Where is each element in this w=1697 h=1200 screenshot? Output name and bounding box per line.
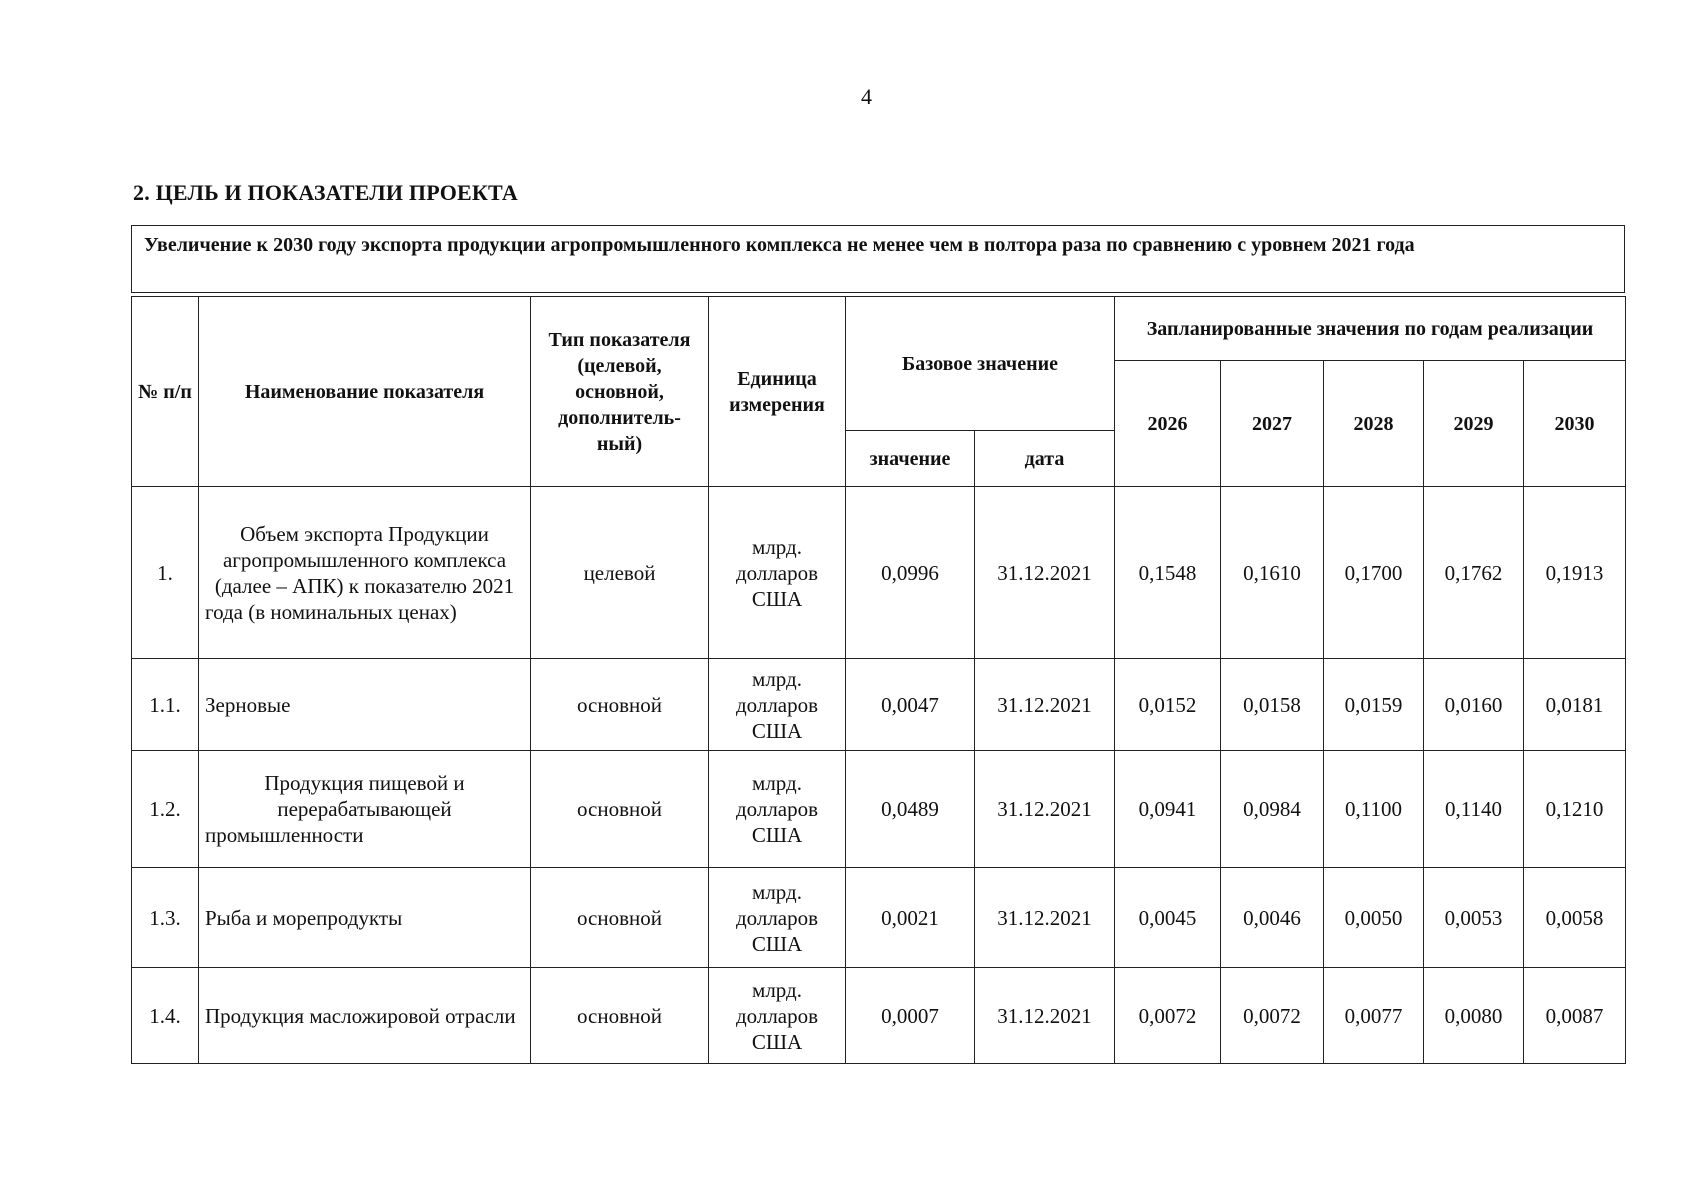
- row-name: Рыба и морепродукты: [199, 868, 531, 968]
- row-value-2029: 0,1140: [1424, 751, 1524, 868]
- row-type: основной: [531, 968, 709, 1064]
- row-value-2029: 0,0053: [1424, 868, 1524, 968]
- indicators-table: [131, 296, 1626, 1064]
- row-name: Зерновые: [199, 659, 531, 751]
- row-type: целевой: [531, 487, 709, 659]
- row-num: 1.4.: [132, 968, 199, 1064]
- row-base-value: 0,0996: [846, 487, 975, 659]
- row-value-2027: 0,0984: [1221, 751, 1324, 868]
- section-title: 2. ЦЕЛЬ И ПОКАЗАТЕЛИ ПРОЕКТА: [133, 180, 518, 205]
- row-value-2029: 0,0160: [1424, 659, 1524, 751]
- row-base-value: 0,0047: [846, 659, 975, 751]
- header-unit: Единица измерения: [709, 297, 846, 487]
- row-base-date: 31.12.2021: [975, 487, 1115, 659]
- table-row: [132, 968, 1626, 1064]
- project-goal: Увеличение к 2030 году экспорта продукции агропромышленного комплекса не менее чем в полтора раза по сравнению с уровнем 2021 года: [131, 225, 1625, 293]
- row-value-2027: 0,0072: [1221, 968, 1324, 1064]
- row-unit: млрд. долларов США: [709, 659, 846, 751]
- row-value-2026: 0,0072: [1115, 968, 1221, 1064]
- row-value-2029: 0,1762: [1424, 487, 1524, 659]
- header-year: 2028: [1324, 361, 1424, 487]
- row-value-2030: 0,1210: [1524, 751, 1626, 868]
- row-unit: млрд. долларов США: [709, 751, 846, 868]
- table-row: [132, 751, 1626, 868]
- row-unit: млрд. долларов США: [709, 968, 846, 1064]
- row-value-2026: 0,1548: [1115, 487, 1221, 659]
- header-name: Наименование показателя: [199, 297, 531, 487]
- row-type: основной: [531, 659, 709, 751]
- row-unit: млрд. долларов США: [709, 868, 846, 968]
- header-year: 2027: [1221, 361, 1324, 487]
- table-row: [132, 868, 1626, 968]
- header-base-date: дата: [975, 431, 1115, 487]
- row-value-2030: 0,1913: [1524, 487, 1626, 659]
- table-header-row: [132, 297, 1626, 361]
- header-base-value: значение: [846, 431, 975, 487]
- row-value-2030: 0,0058: [1524, 868, 1626, 968]
- row-num: 1.2.: [132, 751, 199, 868]
- header-year: 2030: [1524, 361, 1626, 487]
- row-value-2026: 0,0152: [1115, 659, 1221, 751]
- header-year: 2026: [1115, 361, 1221, 487]
- row-value-2027: 0,1610: [1221, 487, 1324, 659]
- row-name: Продукция пищевой и перерабатывающей промышленности: [199, 751, 531, 868]
- row-value-2028: 0,1100: [1324, 751, 1424, 868]
- row-type: основной: [531, 751, 709, 868]
- row-value-2026: 0,0941: [1115, 751, 1221, 868]
- row-value-2028: 0,0050: [1324, 868, 1424, 968]
- row-base-date: 31.12.2021: [975, 659, 1115, 751]
- row-value-2028: 0,0159: [1324, 659, 1424, 751]
- table-row: [132, 487, 1626, 659]
- row-value-2030: 0,0181: [1524, 659, 1626, 751]
- row-type: основной: [531, 868, 709, 968]
- row-num: 1.1.: [132, 659, 199, 751]
- row-value-2027: 0,0158: [1221, 659, 1324, 751]
- row-name: Объем экспорта Продукции агропромышленного комплекса (далее – АПК) к показателю 2021 года (в номинальных ценах): [199, 487, 531, 659]
- row-value-2029: 0,0080: [1424, 968, 1524, 1064]
- header-planned: Запланированные значения по годам реализации: [1115, 297, 1626, 361]
- header-year: 2029: [1424, 361, 1524, 487]
- row-base-date: 31.12.2021: [975, 751, 1115, 868]
- header-type: Тип показателя (целевой, основной, дополнитель-ный): [531, 297, 709, 487]
- row-base-value: 0,0007: [846, 968, 975, 1064]
- row-value-2027: 0,0046: [1221, 868, 1324, 968]
- row-value-2030: 0,0087: [1524, 968, 1626, 1064]
- row-base-date: 31.12.2021: [975, 968, 1115, 1064]
- row-base-date: 31.12.2021: [975, 868, 1115, 968]
- row-num: 1.3.: [132, 868, 199, 968]
- row-name: Продукция масложировой отрасли: [199, 968, 531, 1064]
- header-base: Базовое значение: [846, 297, 1115, 431]
- row-num: 1.: [132, 487, 199, 659]
- page-number: 4: [861, 84, 872, 109]
- table-row: [132, 659, 1626, 751]
- row-value-2028: 0,0077: [1324, 968, 1424, 1064]
- row-base-value: 0,0489: [846, 751, 975, 868]
- row-base-value: 0,0021: [846, 868, 975, 968]
- row-value-2026: 0,0045: [1115, 868, 1221, 968]
- row-unit: млрд. долларов США: [709, 487, 846, 659]
- row-value-2028: 0,1700: [1324, 487, 1424, 659]
- header-num: № п/п: [132, 297, 199, 487]
